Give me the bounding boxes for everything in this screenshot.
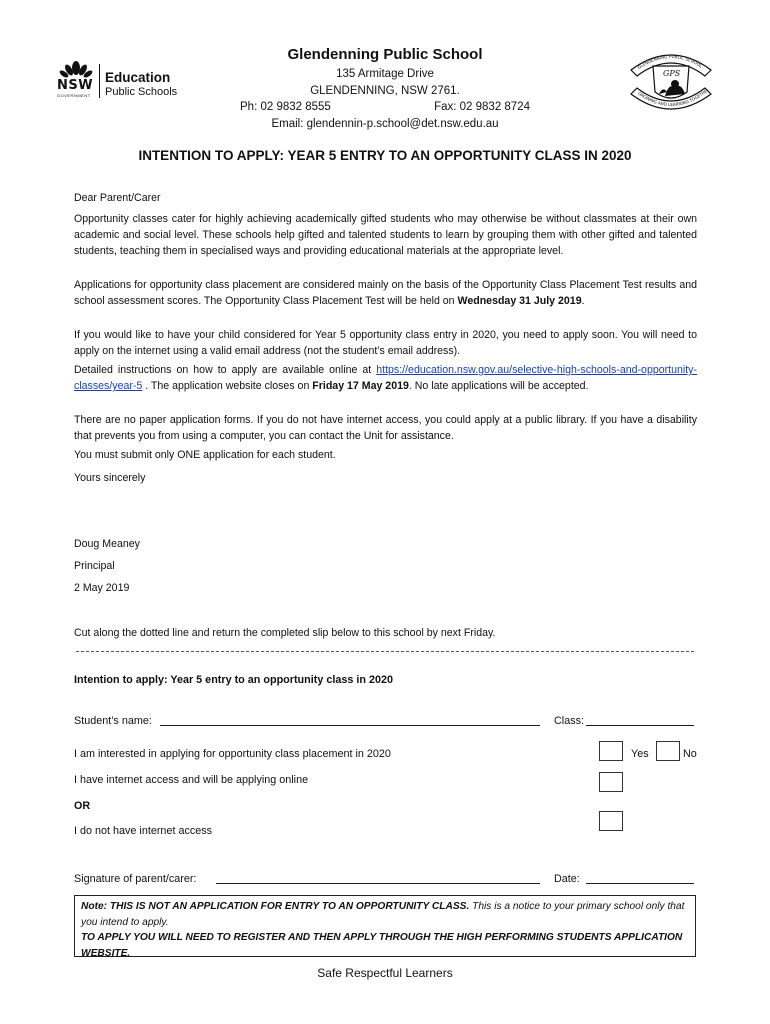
date-field[interactable] xyxy=(586,871,694,884)
no-checkbox[interactable] xyxy=(656,741,680,761)
school-name: Glendenning Public School xyxy=(287,46,483,63)
school-crest-icon xyxy=(625,46,717,118)
contact-row xyxy=(200,99,570,116)
nsw-education-logo xyxy=(55,58,195,102)
paragraph-2-text: Applications for opportunity class placement are considered mainly on the basis of the Opportunity Class Placement Test results and school assessment scores. The Opportunity Class Placement Test will be held on xyxy=(74,279,697,307)
government-wordmark: GOVERNMENT xyxy=(57,93,91,98)
signature-label: Signature of parent/carer: xyxy=(74,873,197,885)
svg-text:GLENDENNING PUBLIC SCHOOL xyxy=(637,54,704,70)
no-label: No xyxy=(683,748,697,760)
note-text: This is a notice to your primary school only that you intend to apply. xyxy=(81,901,685,928)
document-title: INTENTION TO APPLY: YEAR 5 ENTRY TO AN OPPORTUNITY CLASS IN 2020 xyxy=(138,148,632,163)
closing-date: Friday 17 May 2019 xyxy=(312,380,409,392)
paragraph-2 xyxy=(74,277,697,309)
education-wordmark: Education xyxy=(105,70,171,85)
note-heading: Note: THIS IS NOT AN APPLICATION FOR ENTRY TO AN OPPORTUNITY CLASS. xyxy=(81,901,470,912)
no-internet-label: I do not have internet access xyxy=(74,825,213,837)
note-box xyxy=(74,895,696,957)
class-field[interactable] xyxy=(586,713,694,726)
interested-label: I am interested in applying for opportunity class placement in 2020 xyxy=(74,748,391,760)
signer-name: Doug Meaney xyxy=(74,538,140,550)
yes-checkbox[interactable] xyxy=(599,741,623,761)
letter-date: 2 May 2019 xyxy=(74,582,130,594)
cut-line xyxy=(76,651,694,652)
cut-instruction: Cut along the dotted line and return the completed slip below to this school by next Friday. xyxy=(74,627,496,639)
slip-title: Intention to apply: Year 5 entry to an opportunity class in 2020 xyxy=(74,674,393,686)
paragraph-4-mid: . The application website closes on xyxy=(142,380,313,392)
paragraph-6: You must submit only ONE application for each student. xyxy=(74,449,336,461)
nsw-wordmark: NSW xyxy=(57,78,94,93)
paragraph-2-end: . xyxy=(581,295,585,307)
waratah-icon xyxy=(59,58,93,80)
student-name-field[interactable] xyxy=(160,713,540,726)
test-date: Wednesday 31 July 2019 xyxy=(457,295,582,307)
school-crest xyxy=(625,46,717,118)
paragraph-1 xyxy=(74,211,697,259)
application-link[interactable]: https://education.nsw.gov.au/selective-high-schools-and-opportunity-classes/year-5 xyxy=(74,364,697,392)
paragraph-4 xyxy=(74,362,697,394)
crest-bottom-text: GROWING AND LEARNING TOGETHE xyxy=(637,88,709,108)
paragraph-3-text: If you would like to have your child considered for Year 5 opportunity class entry in 2020, you need to apply soon. You will need to apply on the internet using a valid email address (not the student’s email address). xyxy=(74,329,697,357)
or-label: OR xyxy=(74,800,91,812)
student-name-row xyxy=(74,715,152,727)
paragraph-3 xyxy=(74,327,697,359)
school-header xyxy=(200,44,570,132)
school-fax: Fax: 02 9832 8724 xyxy=(434,101,530,113)
closing: Yours sincerely xyxy=(74,472,146,484)
crest-top-text: GLENDENNING PUBLIC SCHOOL xyxy=(636,53,704,70)
school-phone: Ph: 02 9832 8555 xyxy=(240,101,331,113)
signature-field[interactable] xyxy=(216,871,540,884)
paragraph-1-text: Opportunity classes cater for highly achieving academically gifted students who may otherwise be without classmates at their own academic and social level. These schools help gifted and talented students to learn by grouping them with other gifted and talented students, teaching them in specialised ways and providing educational materials at the appropriate level. xyxy=(74,213,697,257)
school-email: Email: glendennin-p.school@det.nsw.edu.au xyxy=(271,117,499,130)
paragraph-5-text: There are no paper application forms. If you do not have internet access, you could apply at a public library. If you have a disability that prevents you from using a computer, you can contact the Unit for assistance. xyxy=(74,414,697,442)
no-internet-checkbox[interactable] xyxy=(599,811,623,831)
salutation: Dear Parent/Carer xyxy=(74,192,161,204)
yes-label: Yes xyxy=(631,748,649,760)
signer-role: Principal xyxy=(74,560,115,572)
crest-initials: GPS xyxy=(663,69,681,78)
school-address-line2: GLENDENNING, NSW 2761. xyxy=(310,84,460,97)
class-label: Class: xyxy=(554,715,584,727)
paragraph-4-text: Detailed instructions on how to apply are available online at xyxy=(74,364,377,376)
internet-access-label: I have internet access and will be applying online xyxy=(74,774,309,786)
public-schools-wordmark: Public Schools xyxy=(105,86,178,98)
footer-motto: Safe Respectful Learners xyxy=(317,966,453,980)
paragraph-4-end: . No late applications will be accepted. xyxy=(408,380,589,392)
paragraph-5 xyxy=(74,412,697,444)
internet-access-checkbox[interactable] xyxy=(599,772,623,792)
student-name-label: Student’s name: xyxy=(74,715,152,727)
logo-divider xyxy=(99,64,100,98)
note-instruction: TO APPLY YOU WILL NEED TO REGISTER AND THEN APPLY THROUGH THE HIGH PERFORMING STUDENTS APPLICATION WEBSITE. xyxy=(81,932,683,959)
school-address-line1: 135 Armitage Drive xyxy=(336,68,434,80)
date-label: Date: xyxy=(554,873,580,885)
